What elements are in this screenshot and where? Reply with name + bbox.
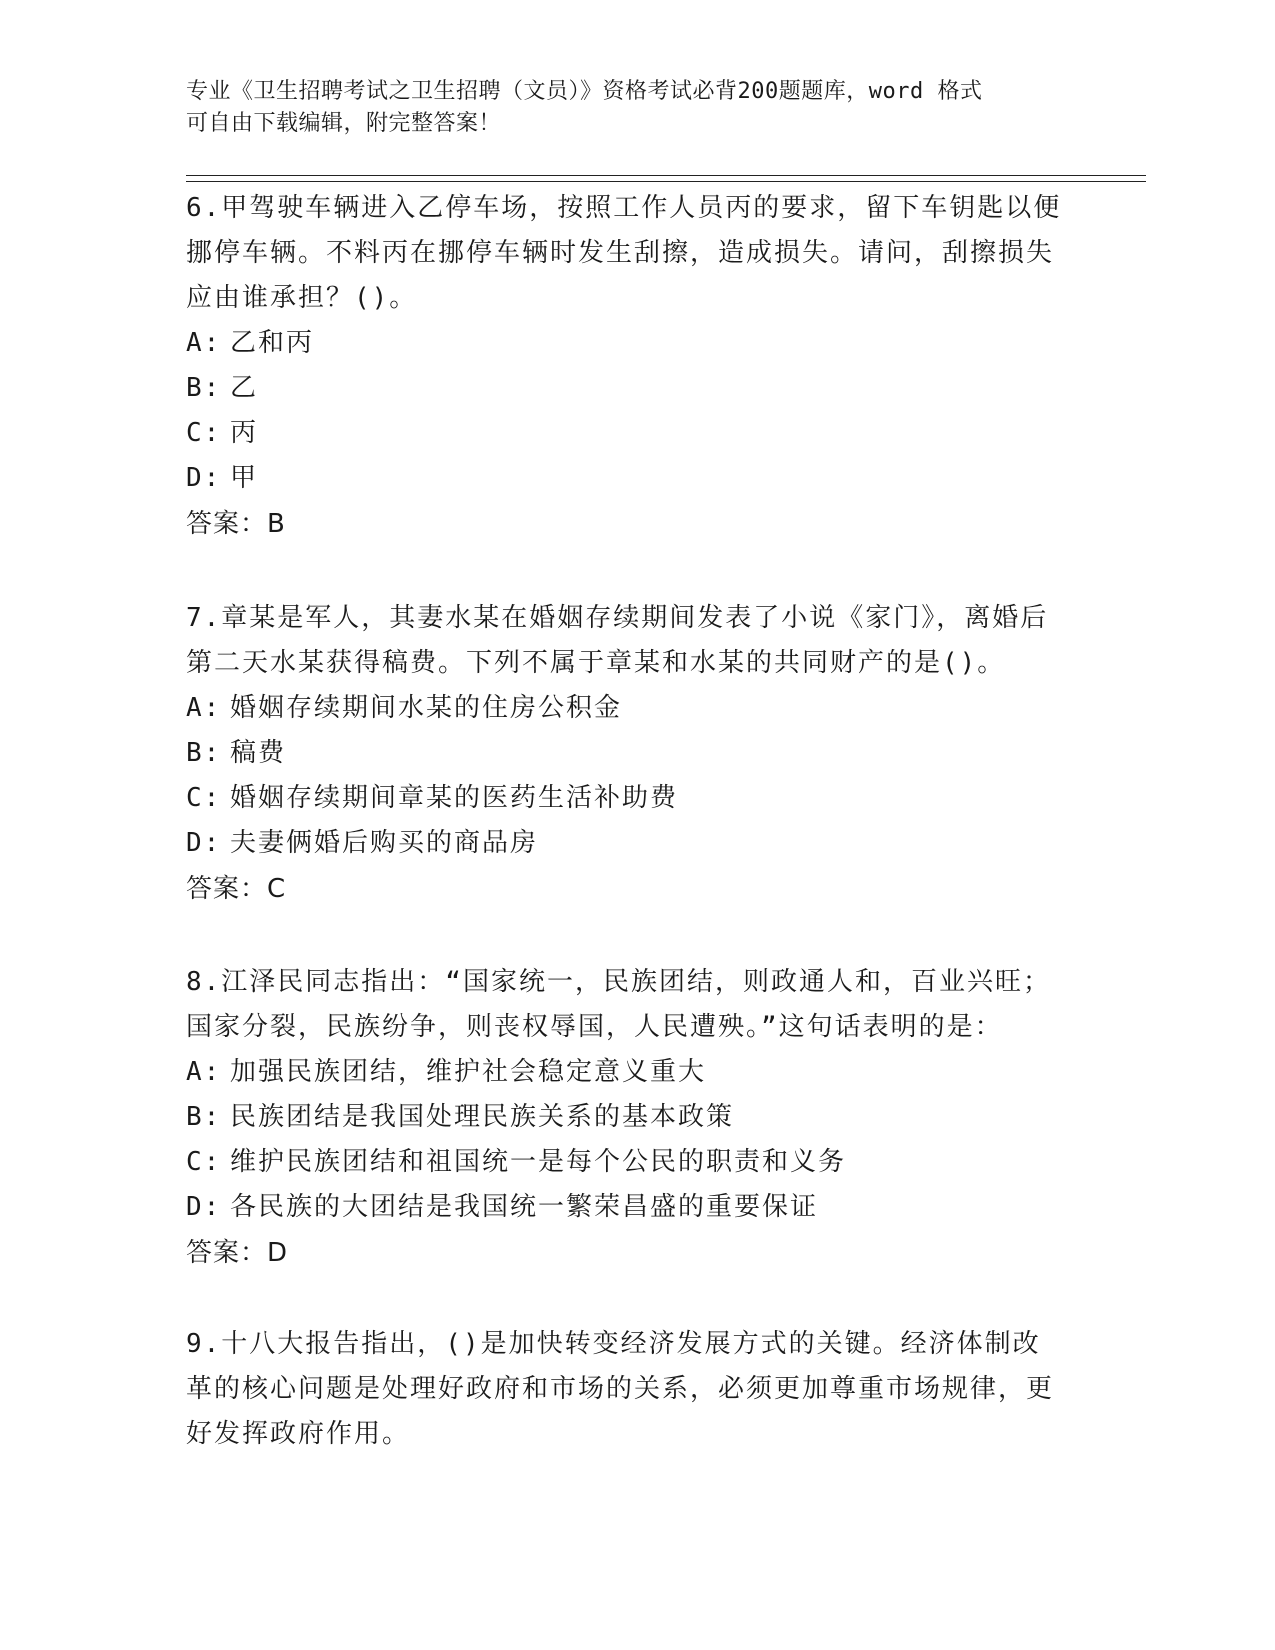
option-letter: D: [186, 463, 222, 493]
option-d [186, 821, 1066, 866]
question-8 [186, 960, 1066, 1276]
option-b [186, 366, 1066, 411]
option-text: 民族团结是我国处理民族关系的基本政策 [230, 1102, 735, 1132]
option-text: 乙 [230, 373, 259, 403]
option-text: 各民族的大团结是我国统一繁荣昌盛的重要保证 [230, 1192, 819, 1222]
option-text: 乙和丙 [230, 328, 315, 358]
answer-label: 答案：C [186, 874, 287, 904]
option-letter: B: [186, 738, 222, 768]
option-letter: D: [186, 1192, 222, 1222]
option-letter: B: [186, 1102, 222, 1132]
option-letter: C: [186, 418, 222, 448]
question-text: 8.江泽民同志指出：“国家统一，民族团结，则政通人和，百业兴旺；国家分裂，民族纷争，则丧权辱国，人民遭殃。”这句话表明的是： [186, 967, 1051, 1042]
answer-label: 答案：D [186, 1238, 289, 1268]
document-header [186, 76, 1066, 140]
header-line-1: 专业《卫生招聘考试之卫生招聘（文员）》资格考试必背200题题库，word 格式 [186, 79, 983, 104]
question-9 [186, 1322, 1066, 1457]
option-letter: A: [186, 328, 222, 358]
option-c [186, 1140, 1066, 1185]
option-letter: D: [186, 828, 222, 858]
question-text: 6.甲驾驶车辆进入乙停车场，按照工作人员丙的要求，留下车钥匙以便挪停车辆。不料丙在挪停车辆时发生刮擦，造成损失。请问，刮擦损失应由谁承担？()。 [186, 193, 1062, 313]
option-d [186, 456, 1066, 501]
option-text: 丙 [230, 418, 259, 448]
option-d [186, 1185, 1066, 1230]
option-a [186, 321, 1066, 366]
option-b [186, 731, 1066, 776]
option-text: 婚姻存续期间水某的住房公积金 [230, 693, 623, 723]
option-text: 夫妻俩婚后购买的商品房 [230, 828, 539, 858]
answer-label: 答案：B [186, 509, 286, 539]
question-text: 7.章某是军人，其妻水某在婚姻存续期间发表了小说《家门》，离婚后第二天水某获得稿费。下列不属于章某和水某的共同财产的是()。 [186, 603, 1049, 678]
option-letter: C: [186, 783, 222, 813]
question-text: 9.十八大报告指出，()是加快转变经济发展方式的关键。经济体制改革的核心问题是处理好政府和市场的关系，必须更加尊重市场规律，更好发挥政府作用。 [186, 1329, 1055, 1449]
option-c [186, 411, 1066, 456]
header-divider-top [186, 175, 1146, 176]
option-text: 稿费 [230, 738, 287, 768]
option-a [186, 1050, 1066, 1095]
header-line-2: 可自由下载编辑，附完整答案！ [186, 111, 502, 136]
option-b [186, 1095, 1066, 1140]
option-text: 加强民族团结，维护社会稳定意义重大 [230, 1057, 707, 1087]
option-a [186, 686, 1066, 731]
header-divider-bottom [186, 181, 1146, 182]
option-letter: A: [186, 1057, 222, 1087]
option-letter: C: [186, 1147, 222, 1177]
question-6 [186, 186, 1066, 547]
option-letter: B: [186, 373, 222, 403]
option-letter: A: [186, 693, 222, 723]
question-7 [186, 596, 1066, 912]
option-text: 维护民族团结和祖国统一是每个公民的职责和义务 [230, 1147, 847, 1177]
option-c [186, 776, 1066, 821]
option-text: 甲 [230, 463, 259, 493]
option-text: 婚姻存续期间章某的医药生活补助费 [230, 783, 679, 813]
